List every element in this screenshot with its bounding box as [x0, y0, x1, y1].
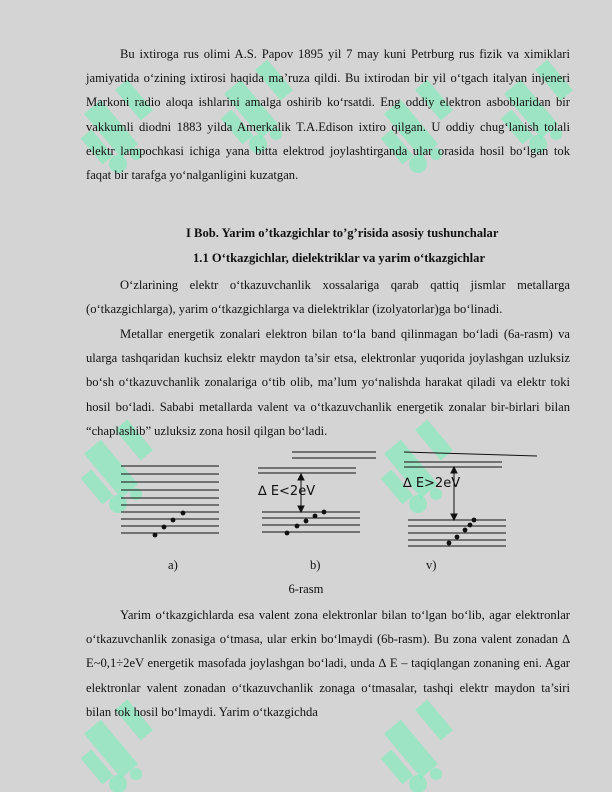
electrons-v	[447, 518, 477, 546]
band-v	[404, 452, 537, 546]
figure-label-a: a)	[168, 558, 178, 572]
gap-label-v: ∆ E>2eV	[403, 476, 461, 491]
paragraph-metals: Metallar energetik zonalari elektron bilan to‘la band qilinmagan bo‘ladi (6a-rasm) va ularga tashqaridan kuchsiz elektr maydon ta’sir etsa, elektronlar yuqorida joylashgan uzluksiz bo‘sh o‘tkazuvchanlik zonalariga o‘tib olib, ma’lum yo‘nalishda harakat qiladi va elektr toki hosil bo‘ladi. Sababi metallarda valent va o‘tkazuvchanlik energetik zonalar bir-birlari bilan “chaplashib” uzluksiz zona hosil qilgan bo‘ladi.	[86, 327, 570, 438]
paragraph-semiconductors: Yarim o‘tkazgichlarda esa valent zona elektronlar bilan to‘lgan bo‘lib, agar elektronlar o‘tkazuvchanlik zonasiga o‘tmasa, ular erkin bo‘lmaydi (6b-rasm). Bu zona valent zonadan ∆ E~0,1÷2eV energetik masofada joylashgan bo‘ladi, unda ∆ E – taqiqlangan zonaning eni. Agar elektronlar valent zonadan o‘tkazuvchanlik zonaga o‘tmasalar, tashqi elektr maydon ta’siri bilan tok hosil bo‘lmaydi. Yarim o‘tkazgichda	[86, 608, 570, 719]
band-a	[121, 466, 219, 533]
paragraph-intro: Bu ixtiroga rus olimi A.S. Papov 1895 yil 7 may kuni Petrburg rus fizik va ximiklari jamiyatida o‘zining ixtirosi haqida ma’ruza qildi. Bu ixtirodan bir yil o‘tgach italyan injeneri Markoni radio aloqa ishlarini amalga oshirib ko‘rsatdi. Eng oddiy elektron asboblaridan bir vakkumli diodni 1883 yilda Amerkalik T.A.Edison ixtiro qilgan. U oddiy chug‘lanish tolali elektr lampochkasi ichiga yana bitta elektrod joylashtirganda ular orasida hosil bo‘lgan tok faqat bir tarafga yo‘nalganligini kuzatgan.	[86, 47, 570, 183]
figure-label-v: v)	[426, 558, 437, 572]
figure-caption: 6-rasm	[288, 582, 324, 596]
section-heading: 1.1 O‘tkazgichlar, dielektriklar va yarim o‘tkazgichlar	[193, 251, 486, 265]
gap-label-b: ∆ E<2eV	[258, 484, 316, 499]
paragraph-classification: O‘zlarining elektr o‘tkazuvchanlik xossalariga qarab qattiq jismlar metallarga (o‘tkazgichlarga), yarim o‘tkazgichlarga va dielektriklar (izolyatorlar)ga bo‘linadi.	[86, 278, 570, 317]
chapter-heading: I Bob. Yarim o’tkazgichlar to’g’risida asosiy tushunchalar	[186, 226, 499, 240]
gap-arrow-v	[451, 467, 457, 520]
figure-label-b: b)	[310, 558, 321, 572]
